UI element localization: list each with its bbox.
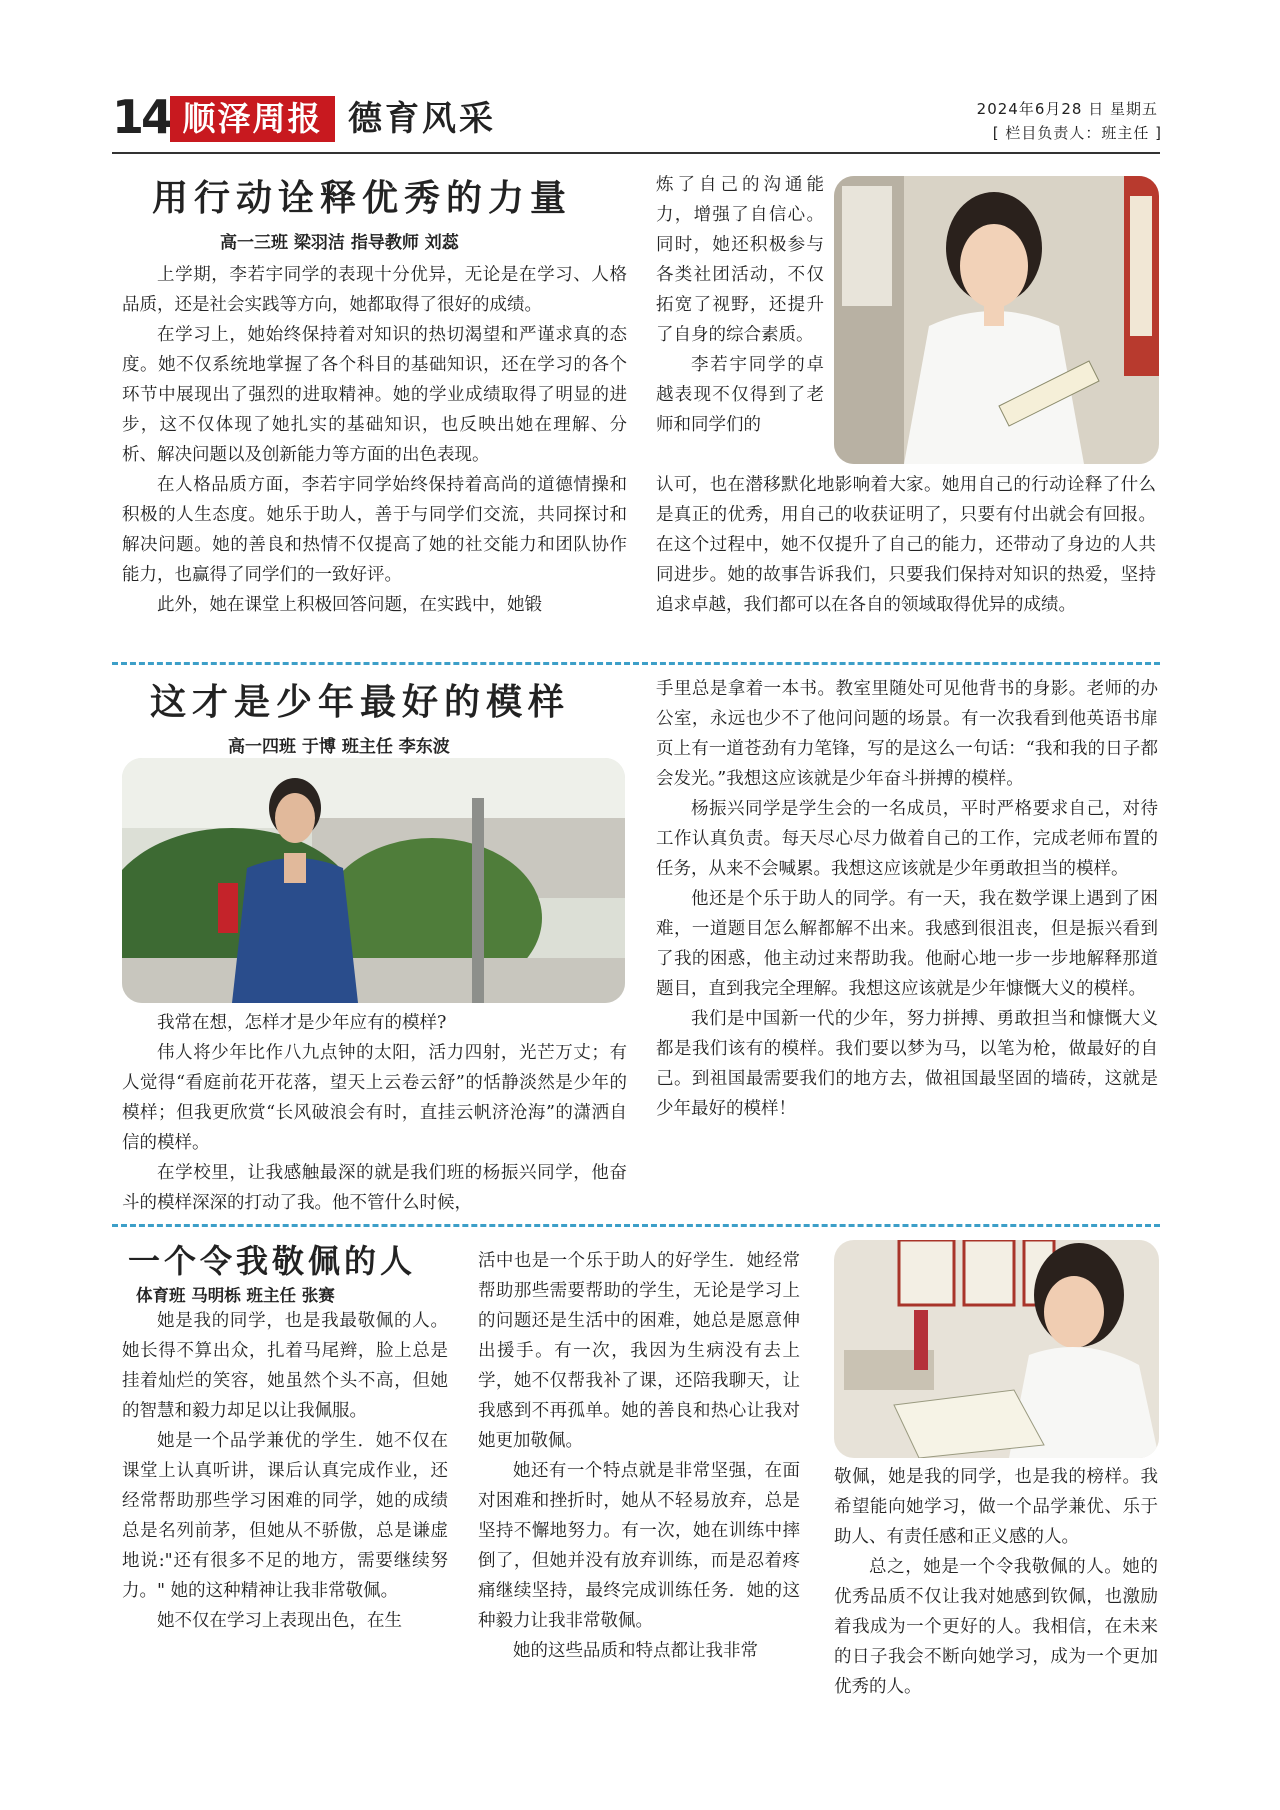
paragraph: 她的这些品质和特点都让我非常 bbox=[513, 1641, 758, 1661]
paragraph: 我们是中国新一代的少年，努力拼搏、勇敢担当和慷慨大义都是我们该有的模样。我们要以梦为马，以笔为枪，做最好的自己。到祖国最需要我们的地方去，做祖国最坚固的墙砖，这就是少年最好的模样！ bbox=[656, 1009, 1158, 1119]
paragraph: 在学习上，她始终保持着对知识的热切渴望和严谨求真的态度。她不仅系统地掌握了各个科目的基础知识，还在学习的各个环节中展现出了强烈的进取精神。她的学业成绩取得了明显的进步，这不仅体现了她扎实的基础知识，也反映出她在理解、分析、解决问题以及创新能力等方面的出色表现。 bbox=[122, 325, 627, 465]
article2-headline: 这才是少年最好的模样 bbox=[150, 682, 571, 723]
paragraph: 她还有一个特点就是非常坚强，在面对困难和挫折时，她从不轻易放弃，总是坚持不懈地努力。有一次，她在训练中摔倒了，但她并没有放弃训练，而是忍着疼痛继续坚持，最终完成训练任务．她的这种毅力让我非常敬佩。 bbox=[478, 1461, 800, 1631]
paragraph: 我常在想，怎样才是少年应有的模样? bbox=[157, 1013, 447, 1033]
paragraph: 她不仅在学习上表现出色，在生 bbox=[157, 1611, 402, 1631]
article1-column-1 bbox=[122, 260, 627, 620]
masthead-rule bbox=[112, 152, 1160, 154]
paragraph: 此外，她在课堂上积极回答问题，在实践中，她锻 bbox=[157, 595, 542, 615]
article3-headline: 一个令我敬佩的人 bbox=[128, 1242, 417, 1280]
paragraph: 总之，她是一个令我敬佩的人。她的优秀品质不仅让我对她感到钦佩，也激励着我成为一个更好的人。我相信，在未来的日子我会不断向她学习，成为一个更加优秀的人。 bbox=[834, 1557, 1158, 1697]
paragraph: 杨振兴同学是学生会的一名成员，平时严格要求自己，对待工作认真负责。每天尽心尽力做着自己的工作，完成老师布置的任务，从来不会喊累。我想这应该就是少年勇敢担当的模样。 bbox=[656, 799, 1158, 879]
paragraph: 在学校里，让我感触最深的就是我们班的杨振兴同学，他奋斗的模样深深的打动了我。他不管什么时候， bbox=[122, 1163, 627, 1213]
article2-column-1 bbox=[122, 1008, 627, 1218]
section-divider bbox=[112, 1224, 1160, 1227]
paragraph: 她是一个品学兼优的学生．她不仅在课堂上认真听讲，课后认真完成作业，还经常帮助那些学习困难的同学，她的成绩总是名列前茅，但她从不骄傲，总是谦虚地说:"还有很多不足的地方，需要继续努力。" 她的这种精神让我非常敬佩。 bbox=[122, 1431, 448, 1601]
article1-byline: 高一三班 梁羽洁 指导教师 刘蕊 bbox=[220, 233, 459, 253]
paragraph: 敬佩，她是我的同学，也是我的榜样。我希望能向她学习，做一个品学兼优、乐于助人、有责任感和正义感的人。 bbox=[834, 1467, 1158, 1547]
section-divider bbox=[112, 662, 1160, 665]
article3-byline: 体育班 马明栎 班主任 张赛 bbox=[136, 1286, 335, 1305]
paragraph: 上学期，李若宇同学的表现十分优异，无论是在学习、人格品质，还是社会实践等方向，她都取得了很好的成绩。 bbox=[122, 265, 627, 315]
article2-byline: 高一四班 于博 班主任 李东波 bbox=[228, 737, 450, 757]
paragraph: 伟人将少年比作八九点钟的太阳，活力四射，光芒万丈；有人觉得“看庭前花开花落，望天上云卷云舒”的恬静淡然是少年的模样；但我更欣赏“长风破浪会有时，直挂云帆济沧海”的潇洒自信的模样。 bbox=[122, 1043, 627, 1153]
student-studying-photo bbox=[834, 1240, 1159, 1458]
paragraph: 他还是个乐于助人的同学。有一天，我在数学课上遇到了困难，一道题目怎么解都解不出来。我感到很沮丧，但是振兴看到了我的困惑，他主动过来帮助我。他耐心地一步一步地解释那道题目，直到我完全理解。我想这应该就是少年慷慨大义的模样。 bbox=[656, 889, 1158, 999]
article1-column-2-bottom bbox=[656, 470, 1156, 620]
article2-column-2 bbox=[656, 674, 1158, 1124]
paragraph: 炼了自己的沟通能力，增强了自信心。同时，她还积极参与各类社团活动，不仅拓宽了视野，还提升了自身的综合素质。 bbox=[656, 175, 824, 345]
paragraph: 李若宇同学的卓越表现不仅得到了老师和同学们的 bbox=[656, 355, 824, 435]
paragraph: 她是我的同学，也是我最敬佩的人。她长得不算出众，扎着马尾辫，脸上总是挂着灿烂的笑容，她虽然个头不高，但她的智慧和毅力却足以让我佩服。 bbox=[122, 1311, 448, 1421]
issue-date: 2024年6月28 日 星期五 bbox=[976, 100, 1158, 118]
page-number: 14 bbox=[112, 90, 171, 144]
student-portrait-photo bbox=[122, 758, 625, 1003]
column-editor: [ 栏目负责人：班主任 ] bbox=[992, 124, 1162, 142]
article3-column-2 bbox=[478, 1246, 800, 1666]
paragraph: 在人格品质方面，李若宇同学始终保持着高尚的道德情操和积极的人生态度。她乐于助人，善于与同学们交流，共同探讨和解决问题。她的善良和热情不仅提高了她的社交能力和团队协作能力，也赢得了同学们的一致好评。 bbox=[122, 475, 627, 585]
article1-headline: 用行动诠释优秀的力量 bbox=[152, 178, 573, 219]
paragraph: 手里总是拿着一本书。教室里随处可见他背书的身影。老师的办公室，永远也少不了他问问题的场景。有一次我看到他英语书扉页上有一道苍劲有力笔锋，写的是这么一句话：“我和我的日子都会发光。”我想这应该就是少年奋斗拼搏的模样。 bbox=[656, 679, 1158, 789]
article1-column-2-top bbox=[656, 170, 824, 440]
article3-column-1 bbox=[122, 1306, 448, 1636]
newspaper-logo: 顺泽周报 bbox=[170, 96, 335, 142]
article3-column-3 bbox=[834, 1462, 1158, 1702]
paragraph: 活中也是一个乐于助人的好学生．她经常帮助那些需要帮助的学生，无论是学习上的问题还是生活中的困难，她总是愿意伸出援手。有一次，我因为生病没有去上学，她不仅帮我补了课，还陪我聊天，让我感到不再孤单。她的善良和热心让我对她更加敬佩。 bbox=[478, 1251, 800, 1451]
paragraph: 认可，也在潜移默化地影响着大家。她用自己的行动诠释了什么是真正的优秀，用自己的收获证明了，只要有付出就会有回报。在这个过程中，她不仅提升了自己的能力，还带动了身边的人共同进步。她的故事告诉我们，只要我们保持对知识的热爱，坚持追求卓越，我们都可以在各自的领域取得优异的成绩。 bbox=[656, 475, 1156, 615]
student-reading-photo bbox=[834, 176, 1159, 464]
section-title: 德育风采 bbox=[348, 99, 496, 139]
